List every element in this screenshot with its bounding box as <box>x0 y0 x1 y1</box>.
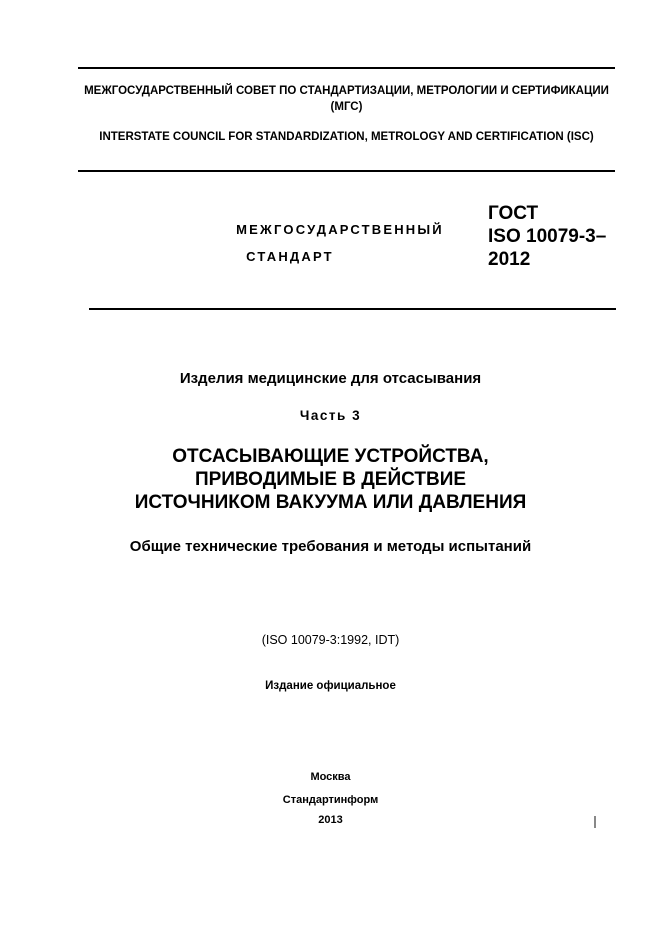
part-number: Часть 3 <box>299 408 362 423</box>
imprint-publisher: Стандартинформ <box>282 794 379 806</box>
edition-note: Издание официальное <box>265 680 396 692</box>
document-subtitle: Общие технические требования и методы испытаний <box>129 538 532 555</box>
imprint-year: 2013 <box>318 814 343 826</box>
standard-type-line2: СТАНДАРТ <box>246 249 334 264</box>
header-rule <box>78 170 615 172</box>
product-title: Изделия медицинские для отсасывания <box>179 370 482 387</box>
title-line: ПРИВОДИМЫЕ В ДЕЙСТВИЕ <box>194 469 467 490</box>
gost-designation <box>488 202 606 271</box>
council-name-ru: МЕЖГОСУДАРСТВЕННЫЙ СОВЕТ ПО СТАНДАРТИЗАЦИИ, МЕТРОЛОГИИ И СЕРТИФИКАЦИИ (МГС) <box>84 85 609 113</box>
iso-reference: (ISO 10079-3:1992, IDT) <box>261 633 400 647</box>
council-name-en: INTERSTATE COUNCIL FOR STANDARDIZATION, METROLOGY AND CERTIFICATION (ISC) <box>99 131 594 143</box>
title-line: ОТСАСЫВАЮЩИЕ УСТРОЙСТВА, <box>172 446 489 467</box>
imprint-city: Москва <box>310 771 351 783</box>
designation-rule <box>89 308 616 310</box>
standard-type-line1: МЕЖГОСУДАРСТВЕННЫЙ <box>236 222 444 237</box>
gost-year: 2012 <box>488 249 531 270</box>
top-rule <box>78 67 615 69</box>
page-mark <box>594 816 596 828</box>
title-line: ИСТОЧНИКОМ ВАКУУМА ИЛИ ДАВЛЕНИЯ <box>134 492 527 513</box>
document-title <box>60 445 601 514</box>
gost-number: ISO 10079-3– <box>488 226 607 247</box>
gost-label: ГОСТ <box>488 203 539 224</box>
